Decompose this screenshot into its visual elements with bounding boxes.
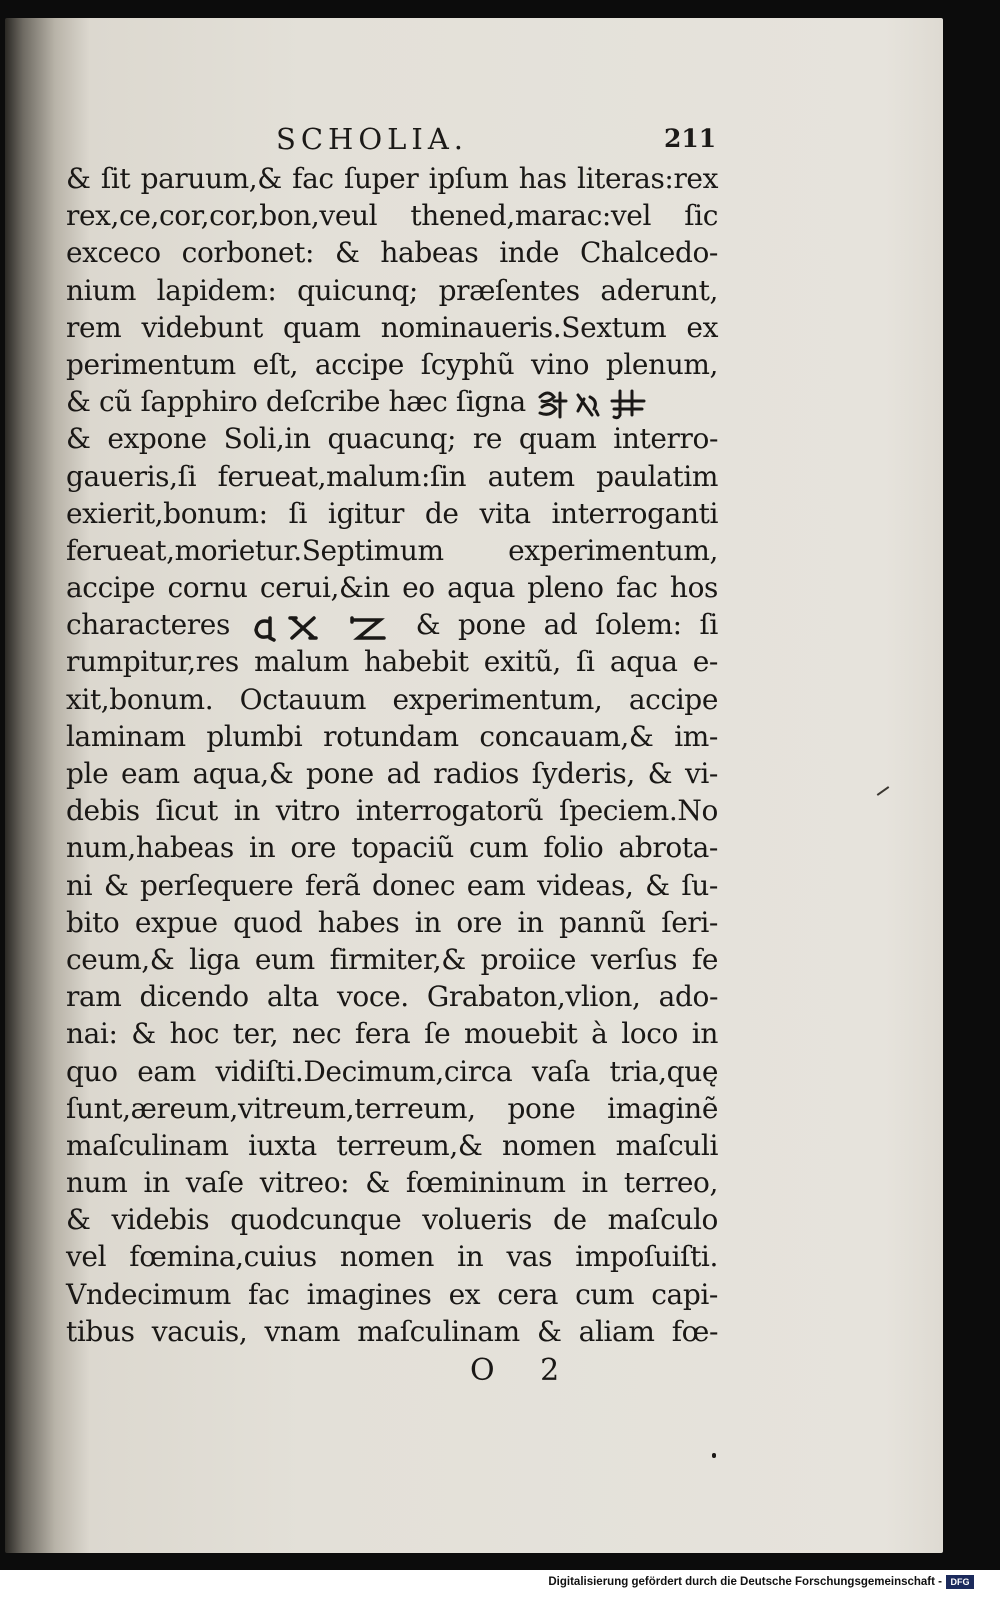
text-line: & cũ ſapphiro deſcribe hæc ſigna <box>66 385 526 419</box>
magic-signs-icon <box>534 387 684 421</box>
text-line: rex,ce,cor,cor,bon,veul thened,marac:vel ſic <box>66 199 718 233</box>
characters-icon <box>248 610 398 644</box>
text-line: exierit,bonum: ſi igitur de vita interroganti <box>66 496 718 530</box>
text-line: Vndecimum fac imagines ex cera cum capi- <box>66 1277 718 1311</box>
text-line: accipe cornu cerui,&in eo aqua pleno fac hos <box>66 571 718 605</box>
text-line: tibus vacuis, vnam maſculinam & aliam fœ- <box>66 1314 718 1348</box>
dfg-logo: DFG <box>946 1575 974 1589</box>
text-line: bito expue quod habes in ore in pannũ ſeri- <box>66 905 718 939</box>
credit-text: Digitalisierung gefördert durch die Deutsche Forschungsgemeinschaft - <box>548 1576 942 1588</box>
text-line: exceco corbonet: & habeas inde Chalcedo- <box>66 236 718 270</box>
text-line: & ſit paruum,& fac ſuper ipſum has literas:rex <box>66 162 718 195</box>
body-text <box>66 160 718 1350</box>
page-number: 211 <box>664 124 717 153</box>
running-head <box>0 122 1000 162</box>
text-line: characteres <box>66 608 230 642</box>
text-line: xit,bonum. Octauum experimentum, accipe <box>66 682 718 716</box>
text-line: ni & perſequere ferã donec eam videas, & ſu- <box>66 868 718 902</box>
credit-bar <box>0 1570 1000 1597</box>
text-line: nai: & hoc ter, nec fera ſe mouebit à loco in <box>66 1017 718 1051</box>
text-line: rumpitur,res malum habebit exitũ, ſi aqua e- <box>66 645 718 679</box>
text-line: gaueris,ſi ferueat,malum:ſin autem paulatim <box>66 459 718 493</box>
text-line: nium lapidem: quicunq; præſentes aderunt, <box>66 273 718 307</box>
ink-dot <box>712 1453 716 1458</box>
text-line-with-signs <box>66 383 718 420</box>
text-line: ſunt,æreum,vitreum,terreum, pone imaginẽ <box>66 1091 718 1125</box>
text-line: quo eam vidiſti.Decimum,circa vaſa tria,quę <box>66 1054 718 1088</box>
text-line: ram dicendo alta voce. Grabaton,vlion, ado- <box>66 980 718 1014</box>
text-line: & expone Soli,in quacunq; re quam interro- <box>66 422 718 456</box>
text-line: debis ſicut in vitro interrogatorũ ſpeciem.No <box>66 794 718 828</box>
text-line: ferueat,morietur.Septimum experimentum, <box>66 533 718 567</box>
text-line: ple eam aqua,& pone ad radios ſyderis, & vi- <box>66 757 718 790</box>
text-line: num in vaſe vitreo: & fœmininum in terreo, <box>66 1166 718 1200</box>
signature-mark: O 2 <box>470 1353 578 1388</box>
text-line: rem videbunt quam nominaueris.Sextum ex <box>66 310 718 344</box>
running-head-title: SCHOLIA. <box>276 122 468 156</box>
text-line-with-characters <box>66 606 718 643</box>
text-line: num,habeas in ore topaciũ cum folio abrota- <box>66 831 718 865</box>
text-line: maſculinam iuxta terreum,& nomen maſculi <box>66 1128 718 1162</box>
text-line-tail: & pone ad ſolem: ſi <box>415 608 718 642</box>
text-line: ceum,& liga eum firmiter,& proiice verſus fe <box>66 942 718 976</box>
text-line: vel fœmina,cuius nomen in vas impoſuiſti. <box>66 1240 718 1274</box>
text-line: & videbis quodcunque volueris de maſculo <box>66 1203 718 1237</box>
text-line: laminam plumbi rotundam concauam,& im- <box>66 719 718 753</box>
text-line: perimentum eſt, accipe ſcyphũ vino plenum, <box>66 347 718 381</box>
